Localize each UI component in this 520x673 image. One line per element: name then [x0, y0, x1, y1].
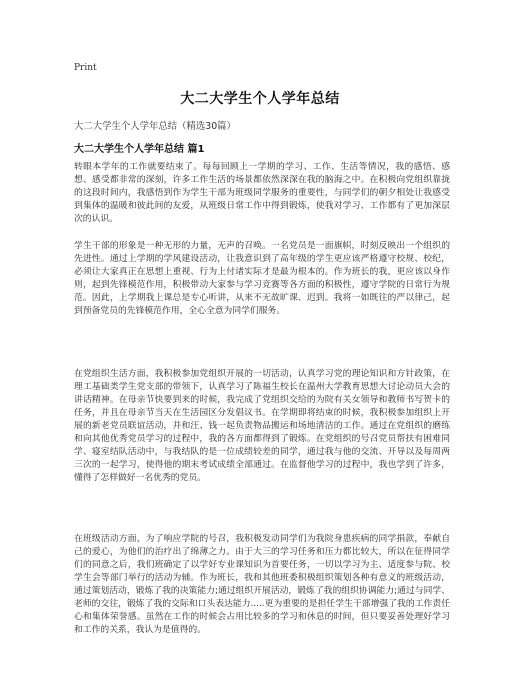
paragraph-3: 在党组织生活方面，我积极参加党组织开展的一切活动，认真学习党的理论知识和方针政策，在理工基础类学生党支部的带领下，认真学习了陈福生校长在温州大学教育思想大讨论动员大会的讲话精神。在母亲节快要到来的时候，我完成了党组织交给的为院有关女领导和教师书写贺卡的任务，并且在母亲节当天在生活园区分发倡议书。在学期即将结束的时候，我积极参加组织上开展的新老党员联谊活动，并和汪、钱一起负责物品搬运和场地清洁的工作。通过在党组织的磨练和向其他优秀党员学习的过程中，我的各方面都得到了锻炼。在党组织的号召党员帮扶有困难同学、寝室结队活动中，与我结队的是一位成绩较差的同学，通过我与他的交流、开导以及每周两三次的一起学习，使得他的期末考试成绩全部通过。在监督他学习的过程中，我也学到了许多，懂得了怎样做好一名优秀的党员。 [74, 369, 450, 483]
document-title: 大二大学生个人学年总结 [180, 91, 340, 107]
document-subtitle: 大二大学生个人学年总结（精选30篇） [74, 121, 236, 132]
paragraph-1: 转眼本学年的工作就要结束了。每每回顾上一学期的学习、工作、生活等情况，我的感悟、感想、感受都非常的深刻，许多工作生活的场景都依然深深在我的脑海之中。在积极向党组织靠拢的这段时间内，我感悟到作为学生干部为班级同学服务的重要性，与同学们的朝夕相处让我感受到集体的温暖和彼此间的友爱，从班级日常工作中得到锻炼，使我对学习、工作都有了更加深层次的认识。 [74, 162, 450, 224]
paragraph-2: 学生干部的形象是一种无形的力量，无声的召唤。一名党员是一面旗帜，时刻反映出一个组织的先进性。通过上学期的学风建设活动，让我意识到了高年级的学生更应该严格遵守校规、校纪，必须让大家真正在思想上重视、行为上付诸实际才是最为根本的。作为班长的我，更应该以身作则，起到先锋模范作用，积极带动大家参与学习竞赛等各方面的积极性，遵守学院的日常行为规范。因此，上学期我上课总是专心听讲，从来不无故旷课、迟到。我将一如既往的严以律己，起到预备党员的先锋模范作用，全心全意为同学们服务。 [74, 241, 450, 316]
print-label[interactable]: Print [74, 63, 97, 73]
paragraph-4: 在班级活动方面，为了响应学院的号召，我积极发动同学们为我院身患疾病的同学捐款，奉献自己的爱心，为他们的治疗出了绵薄之力。由于大三的学习任务和压力都比较大，所以在征得同学们的同意之后，我们班确定了以学好专业课知识为首要任务，一切以学习为主、适度参与院、校学生会等部门举行的活动为辅。作为班长，我和其他班委积极组织策划各种有意义的班级活动，通过策划活动，锻炼了我的决策能力;通过组织开展活动，锻炼了我的组织协调能力;通过与同学、老师的交往，锻炼了我的交际和口头表达能力.....更为重要的是担任学生干部增强了我的工作责任心和集体荣誉感。虽然在工作的时候会占用比较多的学习和休息的时间，但只要妥善处理好学习和工作的关系，我认为是值得的。 [74, 534, 450, 635]
section-heading: 大二大学生个人学年总结 篇1 [74, 144, 205, 155]
